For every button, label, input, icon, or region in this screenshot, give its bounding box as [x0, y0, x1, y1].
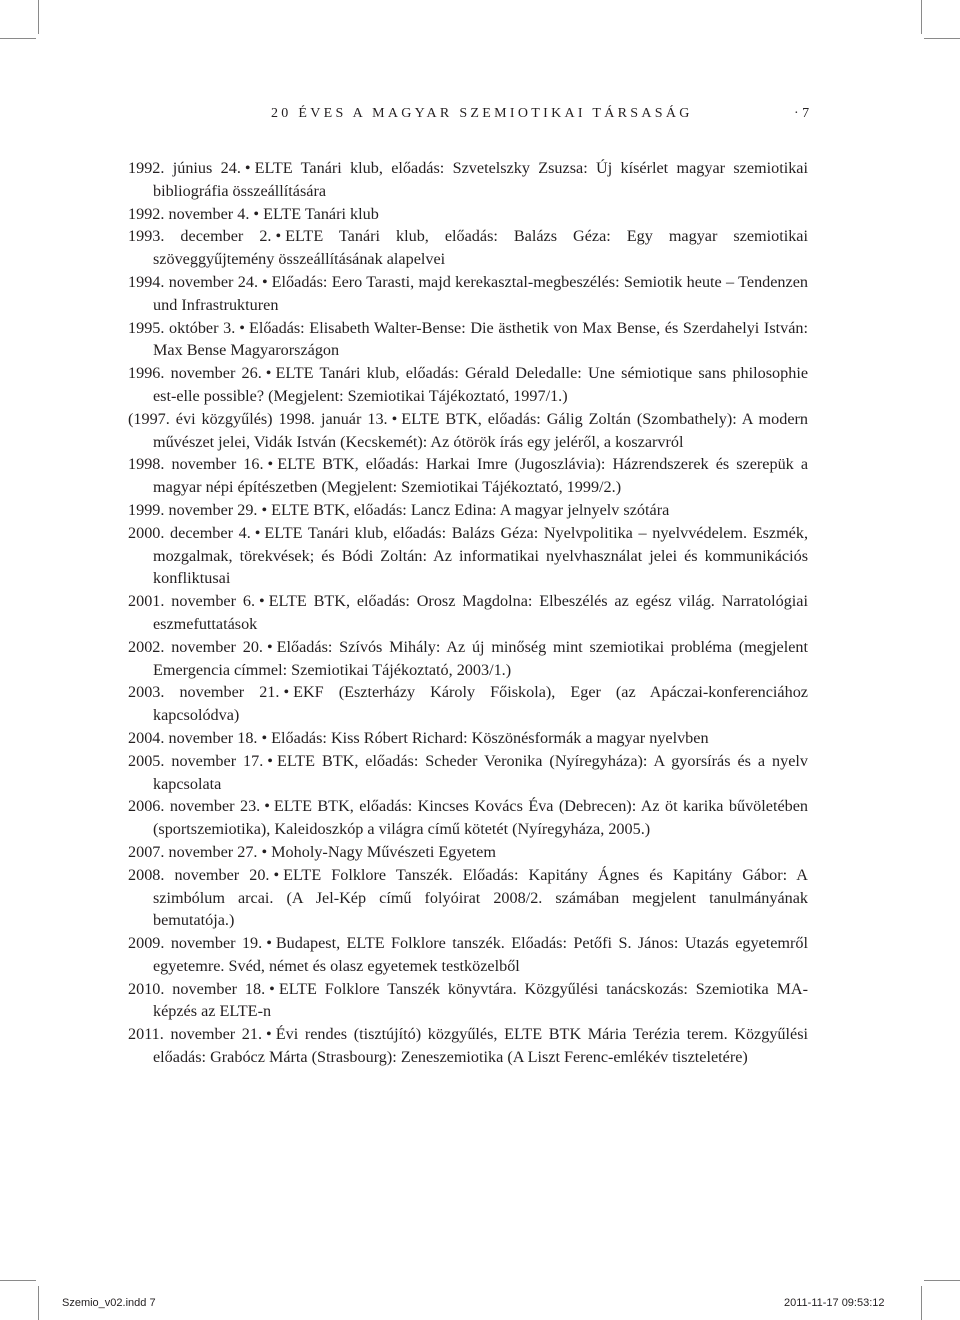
entry-text: ELTE BTK, előadás: Gálig Zoltán (Szombathely): A modern művészet jelei, Vidák István (Kecskemét): Az ótörök írás egy jeléről, a koszarvról: [153, 409, 809, 451]
entry-date: (1997. évi közgyűlés) 1998. január 13.: [128, 409, 388, 428]
crop-mark: [924, 1280, 960, 1281]
bullet-icon: •: [261, 842, 268, 861]
bullet-icon: •: [283, 683, 290, 702]
chronology-entry: [128, 750, 808, 796]
entry-date: 2006. november 23.: [128, 797, 261, 816]
chronology-entry: [128, 203, 808, 226]
chronology-entry: [128, 499, 808, 522]
running-head: 20 ÉVES A MAGYAR SZEMIOTIKAI TÁRSASÁG: [271, 106, 693, 121]
bullet-icon: •: [261, 500, 268, 519]
bullet-icon: •: [259, 592, 265, 611]
entry-date: 2001. november 6.: [128, 592, 255, 611]
chronology-entry: [128, 681, 808, 727]
entry-date: 2000. december 4.: [128, 523, 251, 542]
entry-text: ELTE Folklore Tanszék könyvtára. Közgyűlési tanácskozás: Szemiotika MA-képzés az ELTE-n: [153, 979, 808, 1021]
entry-date: 2011. november 21.: [128, 1025, 263, 1044]
entry-text: ELTE Tanári klub: [263, 204, 379, 223]
footer-timestamp: 2011-11-17 09:53:12: [784, 1297, 885, 1309]
entry-text: Évi rendes (tisztújító) közgyűlés, ELTE BTK Mária Terézia terem. Közgyűlési előadás: Grabócz Márta (Strasbourg): Zeneszemiotika (A Liszt Ferenc-emlékév tiszteletére): [153, 1025, 808, 1067]
crop-mark: [921, 1286, 922, 1320]
entry-date: 1993. december 2.: [128, 227, 272, 246]
chronology-entry: [128, 362, 808, 408]
bullet-icon: •: [253, 204, 260, 223]
chronology-entry: [128, 1023, 808, 1069]
crop-mark: [38, 0, 39, 34]
entry-date: 1994. november 24.: [128, 272, 258, 291]
bullet-icon: •: [265, 364, 272, 383]
entry-text: ELTE BTK, előadás: Lancz Edina: A magyar jelnyelv szótára: [271, 500, 670, 519]
entry-text: ELTE Folklore Tanszék. Előadás: Kapitány Ágnes és Kapitány Gábor: A szimbólum arcai. (A Jel-Kép című folyóirat 2008/2. számában megjelent tanulmányának bemutatója.): [153, 865, 808, 930]
bullet-icon: •: [244, 159, 251, 177]
chronology-entry: [128, 864, 808, 932]
entry-text: ELTE BTK, előadás: Harkai Imre (Jugoszlávia): Házrendszerek és szerepük a magyar népi építészetben (Megjelent: Szemiotikai Tájékoztató, 1999/2.): [153, 455, 809, 497]
entry-text: ELTE BTK, előadás: Scheder Veronika (Nyíregyháza): A gyorsírás és a nyelv kapcsolata: [153, 751, 808, 793]
bullet-icon: •: [264, 797, 270, 816]
entry-date: 1999. november 29.: [128, 500, 258, 519]
chronology-list: [128, 157, 808, 1069]
entry-date: 2004. november 18.: [128, 728, 258, 747]
entry-date: 1992. november 4.: [128, 204, 250, 223]
entry-text: Előadás: Eero Tarasti, majd kerekasztal-megbeszélés: Semiotik heute – Tendenzen und Infrastrukturen: [153, 272, 808, 314]
entry-date: 1995. október 3.: [128, 318, 236, 337]
bullet-icon: •: [266, 934, 272, 953]
entry-date: 1992. június 24.: [128, 159, 241, 177]
entry-date: 2008. november 20.: [128, 865, 270, 884]
chronology-entry: [128, 317, 808, 363]
entry-text: ELTE Tanári klub, előadás: Balázs Géza: Nyelvpolitika – nyelvvédelem. Eszmék, mozgalmak, törekvések; és Bódi Zoltán: Az informatikai nyelvhasználat jelei és kommunikációs konfliktusai: [153, 523, 808, 588]
bullet-icon: •: [266, 1025, 272, 1044]
chronology-entry: [128, 932, 808, 978]
bullet-icon: •: [266, 637, 273, 656]
entry-text: Moholy-Nagy Művészeti Egyetem: [271, 842, 496, 861]
entry-text: ELTE Tanári klub, előadás: Gérald Deledalle: Une sémiotique sans philosophie est-elle possible? (Megjelent: Szemiotikai Tájékoztató, 1997/1.): [153, 364, 808, 405]
entry-date: 2009. november 19.: [128, 934, 263, 953]
chronology-entry: [128, 841, 808, 864]
chronology-entry: [128, 727, 808, 750]
crop-mark: [0, 1280, 36, 1281]
entry-date: 2007. november 27.: [128, 842, 258, 861]
bullet-icon: •: [391, 409, 398, 428]
chronology-entry: [128, 978, 808, 1024]
chronology-entry: [128, 795, 808, 841]
crop-mark: [38, 1286, 39, 1320]
footer-file: Szemio_v02.indd 7: [62, 1297, 156, 1309]
entry-text: Budapest, ELTE Folklore tanszék. Előadás: Petőfi S. János: Utazás egyetemről egyetemre. Svéd, német és olasz egyetemek testközelből: [153, 934, 809, 975]
chronology-entry: [128, 157, 808, 203]
bullet-icon: •: [267, 751, 273, 770]
chronology-entry: [128, 590, 808, 636]
chronology-entry: [128, 271, 808, 317]
entry-date: 2005. november 17.: [128, 751, 264, 770]
entry-date: 2002. november 20.: [128, 637, 263, 656]
entry-text: ELTE BTK, előadás: Kincses Kovács Éva (Debrecen): Az öt karika bűvöletében (sportszemiotika), Kaleidoszkóp a világra című kötetét (Nyíregyháza, 2005.): [153, 797, 808, 839]
crop-mark: [921, 0, 922, 34]
entry-date: 1998. november 16.: [128, 455, 264, 474]
chronology-entry: [128, 225, 808, 271]
entry-text: Előadás: Elisabeth Walter-Bense: Die ästhetik von Max Bense, és Szerdahelyi István: Max Bense Magyarországon: [153, 318, 808, 360]
entry-text: ELTE Tanári klub, előadás: Balázs Géza: Egy magyar szemiotikai szöveggyűjtemény összeállításának alapelvei: [153, 227, 808, 269]
page-number: · 7: [794, 106, 810, 121]
entry-text: ELTE BTK, előadás: Orosz Magdolna: Elbeszélés az egész világ. Narratológiai eszmefuttatások: [153, 592, 808, 633]
chronology-entry: [128, 636, 808, 682]
entry-date: 2003. november 21.: [128, 683, 280, 702]
bullet-icon: •: [261, 728, 268, 747]
entry-text: ELTE Tanári klub, előadás: Szvetelszky Zsuzsa: Új kísérlet magyar szemiotikai bibliográfia összeállítására: [153, 159, 808, 200]
chronology-entry: [128, 453, 808, 499]
bullet-icon: •: [262, 272, 268, 291]
bullet-icon: •: [269, 979, 275, 998]
chronology-entry: [128, 408, 808, 454]
bullet-icon: •: [275, 227, 282, 246]
entry-text: Előadás: Szívós Mihály: Az új minőség mint szemiotikai probléma (megjelent Emergencia címmel: Szemiotikai Tájékoztató, 2003/1.): [153, 637, 808, 679]
bullet-icon: •: [267, 455, 274, 474]
entry-date: 2010. november 18.: [128, 979, 266, 998]
entry-date: 1996. november 26.: [128, 364, 262, 383]
bullet-icon: •: [239, 318, 245, 337]
crop-mark: [924, 38, 960, 39]
bullet-icon: •: [273, 865, 280, 884]
bullet-icon: •: [254, 523, 261, 542]
entry-text: Előadás: Kiss Róbert Richard: Köszönésformák a magyar nyelvben: [271, 728, 709, 747]
crop-mark: [0, 38, 36, 39]
chronology-entry: [128, 522, 808, 590]
entry-text: EKF (Eszterházy Károly Főiskola), Eger (az Apáczai-konferenciához kapcsolódva): [153, 683, 808, 725]
